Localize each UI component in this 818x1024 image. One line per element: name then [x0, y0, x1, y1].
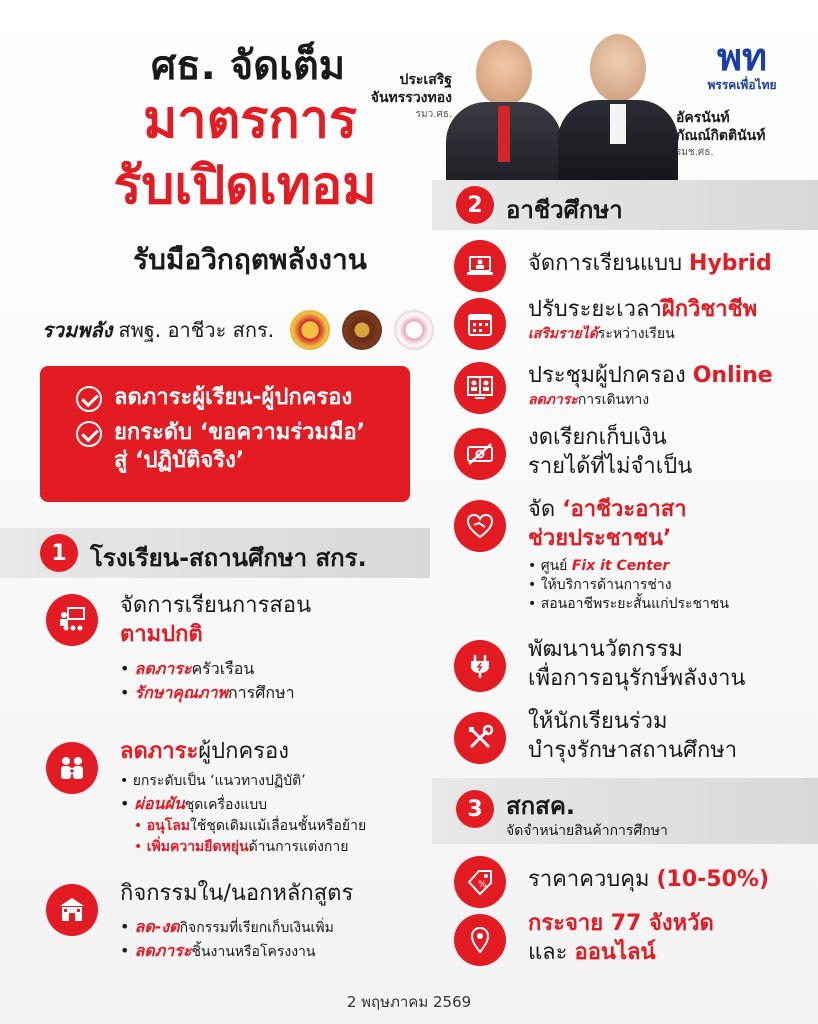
minister-1-name-line1: ประเสริฐ: [399, 72, 452, 88]
s3-item-2: [528, 910, 714, 967]
s2-sub-text: ระหว่างเรียน: [597, 325, 675, 342]
laptop-icon: [454, 240, 506, 292]
highlight-text: [114, 419, 365, 476]
s2-item-em: ‘อาชีวะอาสา: [562, 497, 687, 522]
party-logo-text: พรรคเพื่อไทย: [707, 78, 777, 92]
subtitle: รับมือวิกฤตพลังงาน: [133, 243, 367, 276]
classroom-icon: [46, 594, 98, 646]
section-2-number: 2: [456, 186, 494, 224]
s3-item-1: [528, 866, 769, 895]
title-line-3: รับเปิดเทอม: [113, 156, 377, 216]
s2-item-text: จัดการเรียนแบบ: [528, 251, 690, 276]
handshake-icon: [454, 500, 506, 552]
list-item: • อนุโลมใช้ชุดเดิมแม้เลื่อนชั้นหรือย้าย: [134, 817, 367, 834]
s2-item-line2: เพื่อการอนุรักษ์พลังงาน: [528, 665, 746, 691]
bullet-text: กิจกรรมที่เรียกเก็บเงินเพิ่ม: [179, 919, 334, 936]
bullet-em: ลดภาระ: [134, 940, 192, 960]
list-item: • ยกระดับเป็น ‘แนวทางปฏิบัติ’: [120, 772, 306, 789]
list-item: • ลดภาระครัวเรือน: [120, 659, 255, 679]
obec-seal-icon: [290, 310, 330, 350]
money-icon: [454, 428, 506, 480]
s2-item-text: ปรับระยะเวลา: [528, 297, 662, 322]
s1-item-3-title: กิจกรรมใน/นอกหลักสูตร: [120, 881, 354, 906]
check-circle-icon: [76, 421, 102, 447]
title-line-2: มาตรการ: [143, 90, 357, 150]
bullet-text: สอนอาชีพระยะสั้นแก่ประชาชน: [540, 595, 729, 612]
minister-photo-1: [444, 32, 564, 180]
title-line-1: ศธ. จัดเต็ม: [150, 43, 346, 89]
meeting-icon: [454, 362, 506, 414]
location-pin-icon: [454, 914, 506, 966]
minister-face: [590, 34, 646, 102]
section-2-title: อาชีวศึกษา: [506, 196, 623, 224]
energy-plug-icon: [454, 640, 506, 692]
bullet-em: ลด-งด: [134, 916, 180, 936]
svg-text:%: %: [478, 880, 487, 890]
list-item: • รักษาคุณภาพการศึกษา: [120, 683, 295, 703]
s2-item-6: [528, 636, 745, 693]
s2-item-line2: รายได้ที่ไม่จำเป็น: [528, 453, 693, 479]
s1-item-2: [120, 738, 430, 858]
s3-item-em: กระจาย 77 จังหวัด: [528, 911, 714, 936]
minister-1-caption: [356, 72, 452, 122]
publish-date: 2 พฤษภาคม 2569: [346, 993, 472, 1011]
bullet-text: ชิ้นงานหรือโครงงาน: [191, 943, 316, 960]
s2-sub-em: เสริมรายได้: [528, 325, 598, 342]
list-item: • ลดภาระชิ้นงานหรือโครงงาน: [120, 940, 316, 960]
s2-item-line1: ให้นักเรียนร่วม: [528, 709, 668, 734]
bullet-em: รักษาคุณภาพ: [134, 683, 228, 703]
s2-item-line1: พัฒนานวัตกรรม: [528, 637, 683, 662]
check-circle-icon: [76, 386, 102, 412]
s2-item-7: [528, 708, 737, 765]
school-icon: [46, 884, 98, 936]
section-3-subtitle: จัดจำหน่ายสินค้าการศึกษา: [506, 823, 668, 839]
minister-shirt: [610, 104, 626, 144]
bullet-text: ยกระดับเป็น ‘แนวทางปฏิบัติ’: [132, 772, 306, 789]
s2-sub-em: ลดภาระ: [528, 391, 578, 408]
s1-item-3: [120, 880, 430, 963]
alliance-label: รวมพลัง: [42, 318, 113, 342]
vec-seal-icon: [342, 310, 382, 350]
list-item: • ผ่อนผันชุดเครื่องแบบ: [120, 793, 268, 813]
section-1-number: 1: [40, 534, 78, 572]
section-1-title: โรงเรียน-สถานศึกษา สกร.: [90, 544, 367, 572]
minister-1-role: รมว.ศธ.: [415, 109, 452, 120]
bullet-text: ครัวเรือน: [191, 659, 255, 679]
family-icon: [46, 742, 98, 794]
alliance-row: [42, 310, 434, 350]
highlight-text-line1: ยกระดับ ‘ขอความร่วมมือ’: [114, 419, 366, 445]
s2-item-3: [528, 362, 773, 409]
minister-1-name-line2: จันทรรวงทอง: [370, 89, 452, 106]
s2-item-prefix: จัด: [528, 497, 563, 522]
s2-item-1: [528, 250, 772, 279]
s2-item-4: [528, 424, 692, 481]
s2-item-em: Hybrid: [689, 251, 772, 276]
s2-item-2: [528, 296, 757, 343]
s1-item-1: [120, 592, 430, 705]
minister-2-caption: [676, 110, 796, 160]
bullet-text: ชุดเครื่องแบบ: [184, 796, 268, 813]
section-3-number: 3: [456, 790, 494, 828]
list-item: • สอนอาชีพระยะสั้นแก่ประชาชน: [528, 595, 729, 612]
s2-item-em: ช่วยประชาชน’: [528, 525, 672, 551]
s2-item-line1: งดเรียกเก็บเงิน: [528, 425, 667, 450]
bullet-em: เพิ่มความยืดหยุ่น: [146, 838, 249, 855]
s2-sub-text: การเดินทาง: [577, 391, 650, 408]
minister-2-name-line2: กัณณ์กิตตินันท์: [676, 127, 766, 144]
s2-item-5: [528, 496, 808, 614]
bullet-text: ด้านการแต่งกาย: [248, 838, 349, 855]
bullet-text: ใช้ชุดเดิมแม้เลื่อนชั้นหรือย้าย: [190, 817, 367, 834]
minister-2-role: รมช.ศธ.: [676, 147, 714, 158]
highlight-text: ลดภาระผู้เรียน-ผู้ปกครอง: [114, 385, 353, 410]
bullet-em: ลดภาระ: [134, 659, 192, 679]
minister-photo-2: [556, 28, 680, 180]
title-rest: ผู้ปกครอง: [198, 739, 289, 764]
s3-item-text: ราคาควบคุม: [528, 867, 657, 892]
s2-item-em: Online: [692, 363, 773, 388]
bullet-em: Fix it Center: [571, 558, 670, 575]
bullet-text: ให้บริการด้านการช่าง: [540, 577, 672, 594]
title-em: ลดภาระ: [120, 739, 199, 764]
highlight-text-line2: สู่ ‘ปฏิบัติจริง’: [114, 448, 245, 474]
s3-item-em2: ออนไลน์: [574, 939, 656, 965]
s2-item-em: ฝึกวิชาชีพ: [661, 297, 758, 322]
s2-item-text: ประชุมผู้ปกครอง: [528, 363, 693, 388]
list-item: • ศูนย์ Fix it Center: [528, 558, 670, 575]
s2-item-line2: บำรุงรักษาสถานศึกษา: [528, 737, 738, 763]
section-3-title: สกสค.: [506, 792, 575, 820]
party-logo-mark: พท: [716, 35, 768, 79]
s1-item-1-title: จัดการเรียนการสอน: [120, 593, 312, 618]
highlight-item: [76, 419, 392, 476]
s1-item-2-title: [120, 738, 430, 767]
highlight-box: [40, 366, 410, 502]
bullet-text: การศึกษา: [227, 683, 295, 703]
bullet-em: อนุโลม: [146, 817, 191, 834]
highlight-item: [76, 384, 392, 413]
list-item: • เพิ่มความยืดหยุ่นด้านการแต่งกาย: [134, 838, 349, 855]
bullet-text: ศูนย์: [540, 558, 572, 575]
s3-item-text: และ: [528, 939, 575, 965]
minister-tie: [498, 106, 510, 162]
dole-seal-icon: [394, 310, 434, 350]
bullet-em: ผ่อนผัน: [134, 793, 185, 813]
alliance-orgs: สพฐ. อาชีวะ สกร.: [118, 318, 275, 342]
s1-item-1-title-em: ตามปกติ: [120, 621, 203, 647]
s3-item-em: (10-50%): [656, 867, 770, 892]
minister-face: [476, 40, 532, 106]
list-item: • ให้บริการด้านการช่าง: [528, 577, 672, 594]
calendar-icon: [454, 298, 506, 350]
party-logo: [700, 35, 784, 95]
list-item: • ลด-งดกิจกรรมที่เรียกเก็บเงินเพิ่ม: [120, 916, 334, 936]
minister-2-name-line1: อัครนันท์: [676, 110, 730, 126]
tools-icon: [454, 712, 506, 764]
price-tag-icon: [454, 856, 506, 908]
